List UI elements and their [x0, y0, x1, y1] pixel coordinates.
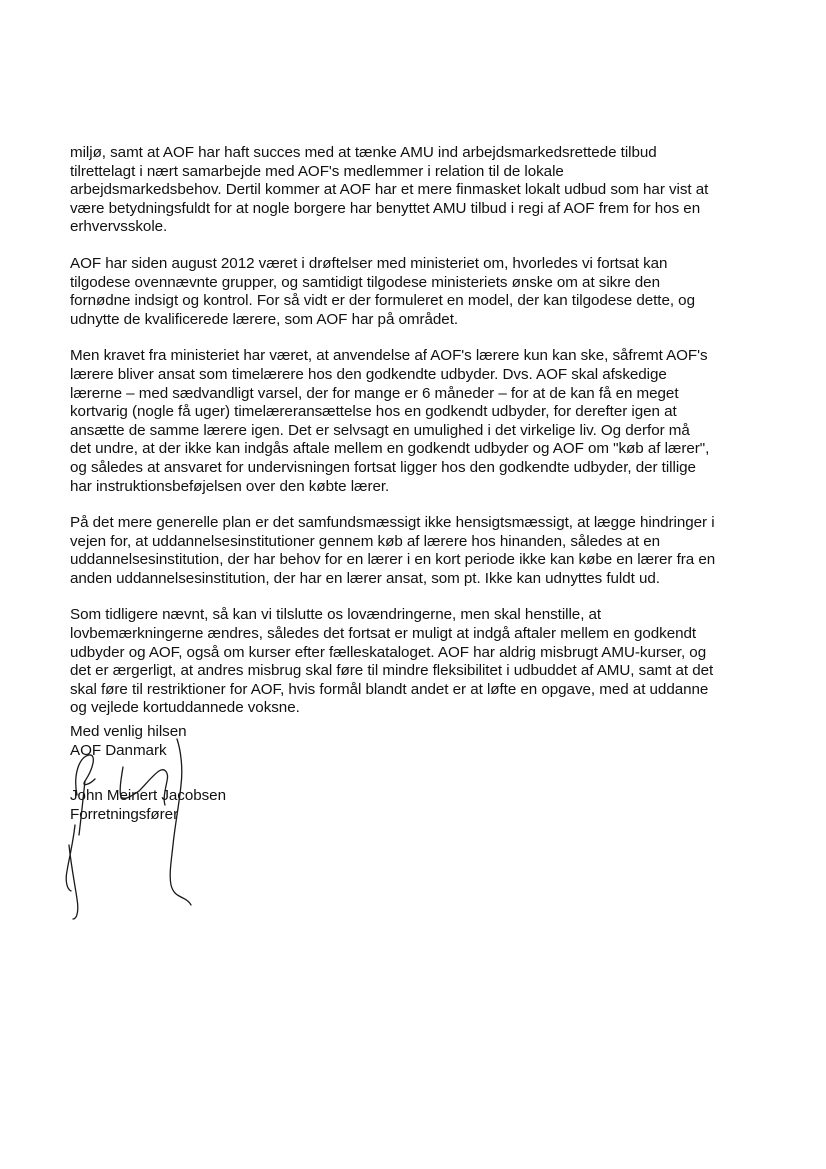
text-line: fornødne indsigt og kontrol. For så vidt er der formuleret en model, der kan tilgodese dette, og [70, 292, 695, 310]
text-line: lovbemærkningerne ændres, således det fortsat er muligt at indgå aftaler mellem en godkendt [70, 625, 697, 643]
paragraph-3 [70, 347, 750, 496]
paragraph-5 [70, 606, 750, 718]
signature-stroke [120, 767, 139, 798]
text-line: har instruktionsbeføjelsen over den købte lærer. [70, 477, 390, 495]
signature-stroke [170, 739, 182, 897]
text-line: og således at ansvaret for undervisningen fortsat ligger hos den godkendte udbyder, der tillige [70, 458, 696, 476]
text-line: På det mere generelle plan er det samfundsmæssigt ikke hensigtsmæssigt, at lægge hindringer i [70, 514, 715, 532]
text-line: Men kravet fra ministeriet har været, at anvendelse af AOF's lærere kun kan ske, såfremt AOF's [70, 347, 708, 365]
text-line: uddannelsesinstitution, der har behov for en lærer i en kort periode ikke kan købe en lærer fra en [70, 551, 716, 569]
closing-greeting: Med venlig hilsen [70, 723, 187, 740]
signature-stroke [79, 781, 85, 835]
paragraph-2 [70, 255, 750, 329]
paragraph-4 [70, 514, 750, 588]
letter-body [70, 144, 750, 736]
text-line: anden uddannelsesinstitution, der har en lærer ansat, som pt. Ikke kan udnyttes fuldt ud. [70, 569, 660, 587]
signature-stroke [181, 897, 191, 905]
text-line: og vejlede kortuddannede voksne. [70, 699, 300, 717]
text-line: tilgodese ovennævnte grupper, og samtidigt tilgodese ministeriets ønske om at sikre den [70, 273, 660, 291]
paragraph-1 [70, 144, 750, 237]
text-line: vejen for, at uddannelsesinstitutioner gennem køb af lærere hos hinanden, således at en [70, 532, 661, 550]
text-line: kortvarig (nogle få uger) timelæreransættelse hos en godkendt udbyder, for derefter igen at [70, 403, 677, 421]
text-line: Som tidligere nævnt, så kan vi tilslutte os lovændringerne, men skal henstille, at [70, 606, 602, 624]
text-line: være betydningsfuldt for at nogle borgere har benyttet AMU tilbud i regi af AOF frem for hos en [70, 199, 701, 217]
text-line: udbyder og AOF, også om kurser efter fælleskataloget. AOF har aldrig misbrugt AMU-kurser, og [70, 643, 707, 661]
signer-name: John Meinert Jacobsen [70, 787, 226, 805]
text-line: lærere bliver ansat som timelærere hos den godkendte udbyder. Dvs. AOF skal afskedige [70, 365, 667, 383]
text-line: erhvervsskole. [70, 218, 168, 236]
signer-title: Forretningsfører [70, 805, 179, 823]
handwritten-signature [55, 735, 215, 925]
text-line: det undre, at der ikke kan indgås aftale mellem en godkendt udbyder og AOF om "køb af lærer", [70, 440, 710, 458]
text-line: lærerne – med sædvandligt varsel, der for mange er 6 måneder – for at de kan få en meget [70, 384, 679, 402]
text-line: ansætte de samme lærere igen. Det er selvsagt en umulighed i det virkelige liv. Og derfor må [70, 421, 690, 439]
signature-stroke [69, 845, 78, 919]
text-line: tilrettelagt i nært samarbejde med AOF's medlemmer i relation til de lokale [70, 162, 564, 180]
signature-stroke [76, 755, 95, 795]
closing-organization: AOF Danmark [70, 741, 167, 759]
signature-stroke [139, 770, 168, 805]
text-line: AOF har siden august 2012 været i drøftelser med ministeriet om, hvorledes vi fortsat kan [70, 254, 668, 272]
text-line: udnytte de kvalificerede lærere, som AOF har på området. [70, 310, 459, 328]
text-line: miljø, samt at AOF har haft succes med at tænke AMU ind arbejdsmarkedsrettede tilbud [70, 144, 657, 161]
text-line: skal føre til restriktioner for AOF, hvis formål blandt andet er at løfte en opgave, med at uddanne [70, 680, 709, 698]
text-line: det er ærgerligt, at andres misbrug skal føre til mindre fleksibilitet i udbuddet af AMU, samt at det [70, 662, 714, 680]
text-line: arbejdsmarkedsbehov. Dertil kommer at AOF har et mere finmasket lokalt udbud som har vist at [70, 181, 709, 199]
